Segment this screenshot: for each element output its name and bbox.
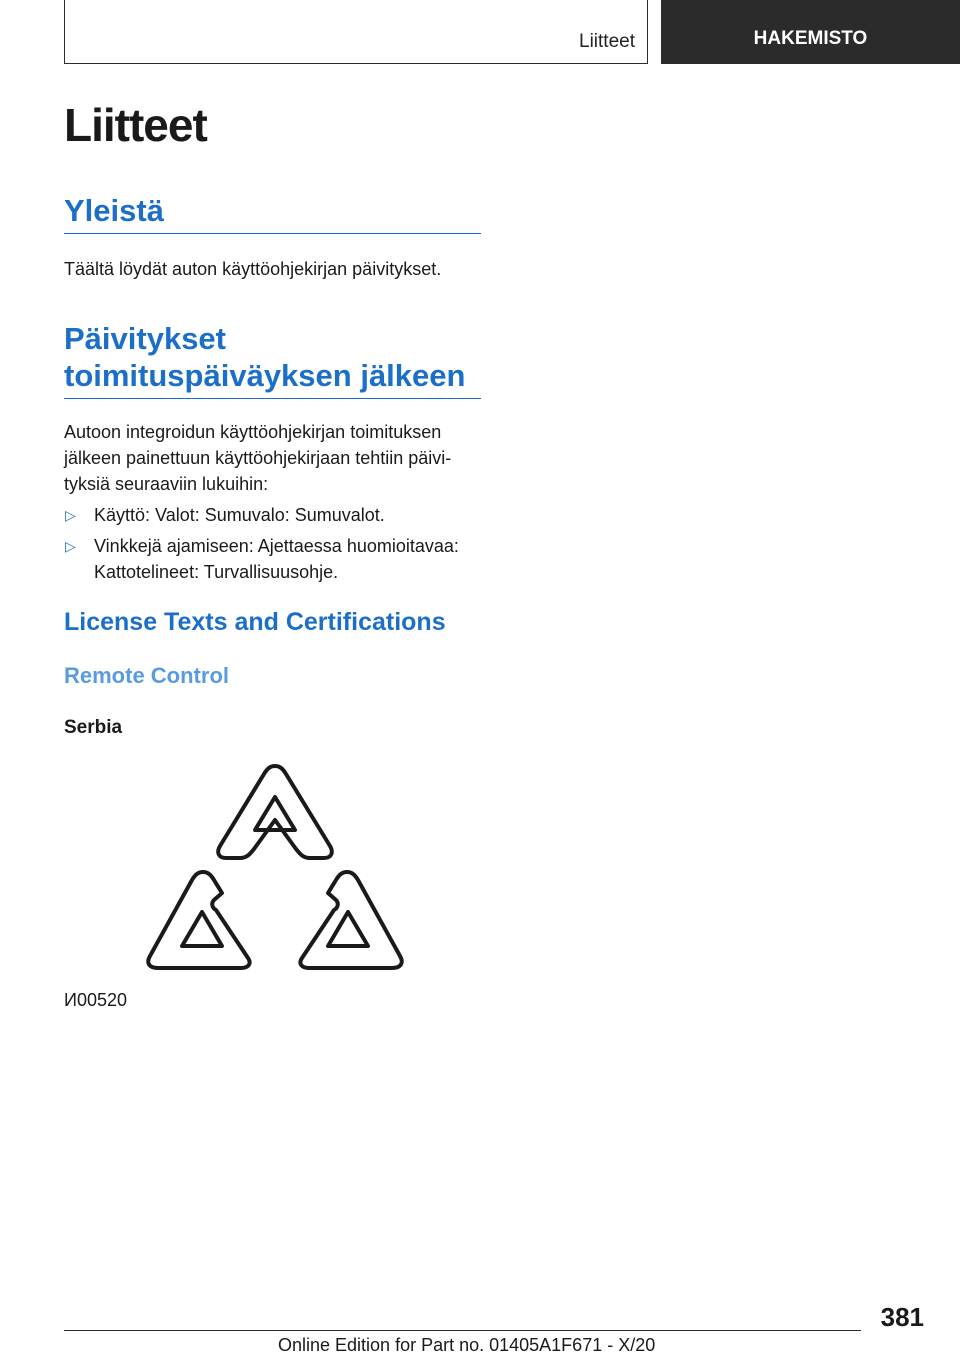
list-item	[64, 502, 482, 528]
updates-text	[64, 419, 482, 497]
serbia-certification-mark-icon	[140, 760, 410, 975]
certification-code: И00520	[64, 990, 127, 1010]
header-frame	[64, 0, 648, 64]
remote-control-heading: Remote Control	[64, 663, 229, 688]
triangle-bullet-icon: ▷	[65, 538, 76, 554]
section-heading-updates	[64, 320, 481, 399]
index-tab[interactable]: HAKEMISTO	[661, 0, 960, 64]
list-item-text: Vinkkejä ajamiseen: Ajettaessa huomioitavaa: Kattotelineet: Turvallisuusohje.	[94, 536, 459, 582]
footer-divider	[64, 1330, 861, 1331]
general-text: Täältä löydät auton käyttöohjekirjan päivitykset.	[64, 259, 442, 279]
updates-text-line1: Autoon integroidun käyttöohjekirjan toimituksen	[64, 422, 442, 442]
updates-text-line3: tyksiä seuraaviin lukuihin:	[64, 474, 269, 494]
country-heading: Serbia	[64, 717, 123, 738]
list-item	[64, 533, 482, 585]
license-heading: License Texts and Certifications	[64, 608, 446, 636]
footer-edition: Online Edition for Part no. 01405A1F671 - X/20	[278, 1335, 656, 1355]
header-section-title: Liitteet	[579, 31, 635, 52]
section-heading-general: Yleistä	[64, 192, 481, 234]
page-number: 381	[880, 1302, 924, 1332]
updates-heading-line1: Päivitykset	[64, 321, 226, 356]
updates-heading-line2: toimituspäiväyksen jälkeen	[64, 358, 466, 393]
updates-text-line2: jälkeen painettuun käyttöohjekirjaan tehtiin päivi-	[64, 448, 452, 468]
triangle-bullet-icon: ▷	[65, 507, 76, 523]
list-item-text: Käyttö: Valot: Sumuvalo: Sumuvalot.	[94, 505, 385, 525]
page-title: Liitteet	[64, 99, 207, 151]
